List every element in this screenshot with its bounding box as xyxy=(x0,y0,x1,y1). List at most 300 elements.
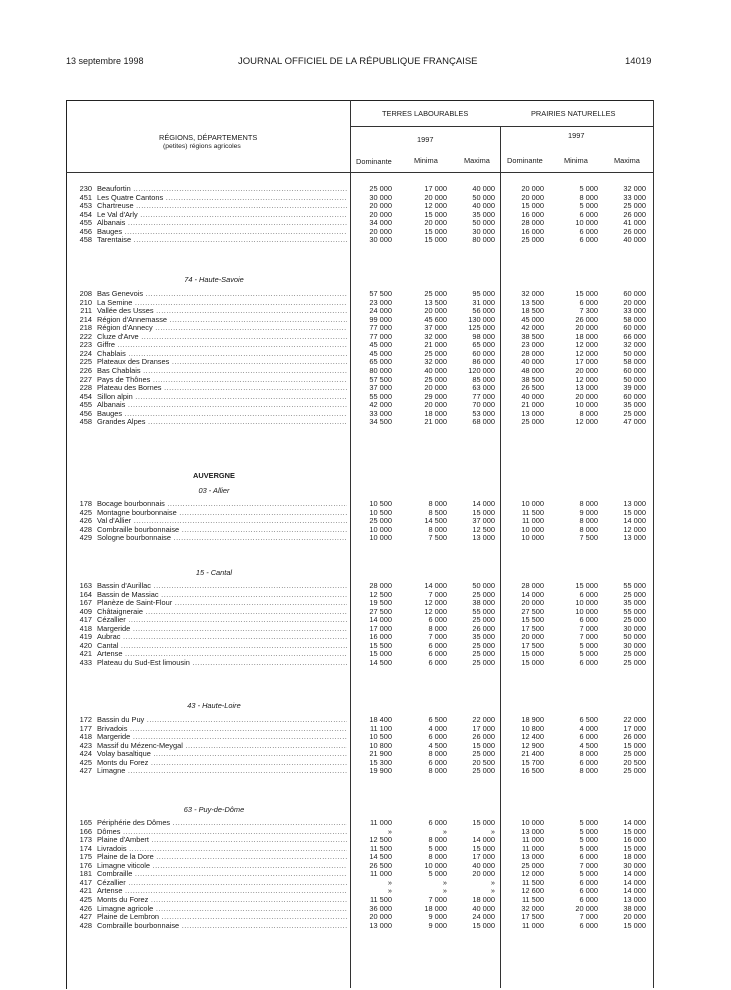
table-cell-value: 37 000 xyxy=(369,383,392,393)
table-cell-value: 25 000 xyxy=(472,640,495,650)
header-rule xyxy=(350,126,653,127)
table-cell-value: 32 000 xyxy=(521,289,544,298)
table-cell-value: 20 500 xyxy=(623,757,646,767)
table-cell-value: 8 000 xyxy=(579,499,598,508)
region-code: 421 xyxy=(79,649,92,659)
table-cell-value: 40 000 xyxy=(623,235,646,245)
table-cell-value: 15 000 xyxy=(623,920,646,930)
table-cell-value: 12 500 xyxy=(472,524,495,534)
region-code: 226 xyxy=(79,365,92,375)
table-cell-value: 10 500 xyxy=(369,732,392,742)
table-cell-value: 23 000 xyxy=(369,297,392,307)
table-cell-value: » xyxy=(387,886,392,896)
table-cell-value: 12 000 xyxy=(575,340,598,350)
table-cell-value: 5 000 xyxy=(579,826,598,836)
region-code: 427 xyxy=(79,912,92,922)
region-code: 426 xyxy=(79,903,92,913)
table-cell-value: 6 000 xyxy=(579,852,598,862)
table-cell-value: 25 000 xyxy=(369,516,392,526)
table-cell-value: 25 000 xyxy=(472,589,495,599)
table-cell-value: 55 000 xyxy=(623,606,646,616)
region-code: 425 xyxy=(79,507,92,517)
region-code: 420 xyxy=(79,640,92,650)
region-name: Chartreuse ..... xyxy=(97,202,347,211)
region-name: Val d'Allier ..... xyxy=(97,517,347,526)
table-cell-value: 20 000 xyxy=(521,192,544,202)
table-cell-value: 14 000 xyxy=(472,835,495,845)
table-cell-value: 42 000 xyxy=(369,400,392,410)
table-cell-value: 10 500 xyxy=(369,507,392,517)
table-cell-value: 20 000 xyxy=(424,383,447,393)
region-code: 454 xyxy=(79,209,92,219)
region-code: 211 xyxy=(80,306,92,316)
table-cell-value: 30 000 xyxy=(623,860,646,870)
table-cell-value: 10 000 xyxy=(521,818,544,827)
region-code: 451 xyxy=(79,192,92,202)
table-cell-value: 12 600 xyxy=(521,886,544,896)
region-code: 458 xyxy=(79,235,92,245)
region-code: 163 xyxy=(79,581,92,590)
col-dominante-terres: Dominante xyxy=(356,157,392,166)
table-cell-value: 60 000 xyxy=(623,323,646,333)
table-cell-value: 15 500 xyxy=(369,640,392,650)
table-cell-value: 55 000 xyxy=(623,581,646,590)
table-cell-value: 35 000 xyxy=(472,632,495,642)
table-cell-value: 8 000 xyxy=(428,499,447,508)
table-cell-value: 28 000 xyxy=(521,218,544,228)
table-cell-value: 12 500 xyxy=(369,589,392,599)
table-cell-value: 17 500 xyxy=(521,912,544,922)
table-cell-value: 21 000 xyxy=(424,340,447,350)
region-name: Châtaigneraie ..... xyxy=(97,608,347,617)
table-cell-value: 5 000 xyxy=(579,640,598,650)
table-cell-value: 7 000 xyxy=(579,912,598,922)
region-name: Montagne bourbonnaise ..... xyxy=(97,509,347,518)
table-cell-value: 80 000 xyxy=(369,365,392,375)
table-cell-value: 21 400 xyxy=(521,749,544,759)
table-cell-value: 25 000 xyxy=(472,657,495,667)
table-cell-value: 30 000 xyxy=(472,226,495,236)
table-cell-value: 9 000 xyxy=(428,912,447,922)
table-cell-value: 16 000 xyxy=(369,632,392,642)
table-cell-value: 77 000 xyxy=(472,391,495,401)
region-name: Pays de Thônes ..... xyxy=(97,376,347,385)
table-cell-value: 15 000 xyxy=(472,507,495,517)
table-cell-value: 6 000 xyxy=(579,920,598,930)
table-cell-value: 26 000 xyxy=(472,623,495,633)
table-cell-value: 45 000 xyxy=(521,314,544,324)
table-cell-value: 18 000 xyxy=(424,408,447,418)
region-name: Albanais ..... xyxy=(97,219,347,228)
region-name: Artense ..... xyxy=(97,650,347,659)
table-cell-value: 10 000 xyxy=(575,400,598,410)
table-cell-value: 12 000 xyxy=(521,869,544,879)
table-cell-value: 15 000 xyxy=(575,581,598,590)
region-name: Massif du Mézenc-Meygal ..... xyxy=(97,742,347,751)
region-code: 453 xyxy=(79,201,92,211)
table-cell-value: 17 000 xyxy=(472,723,495,733)
table-cell-value: » xyxy=(442,826,447,836)
region-name: Bas Genevois ..... xyxy=(97,290,347,299)
table-cell-value: 95 000 xyxy=(472,289,495,298)
table-cell-value: 35 000 xyxy=(472,209,495,219)
table-cell-value: 6 000 xyxy=(579,226,598,236)
table-cell-value: 5 000 xyxy=(428,869,447,879)
col-maxima-prairies: Maxima xyxy=(614,156,640,165)
table-cell-value: 20 000 xyxy=(521,184,544,193)
table-cell-value: 13 000 xyxy=(521,826,544,836)
table-cell-value: 12 000 xyxy=(424,598,447,608)
column-rule xyxy=(653,100,654,988)
table-cell-value: 12 000 xyxy=(424,201,447,211)
table-cell-value: 8 000 xyxy=(579,516,598,526)
table-cell-value: 42 000 xyxy=(521,323,544,333)
col-maxima-terres: Maxima xyxy=(464,156,490,165)
table-cell-value: 6 000 xyxy=(579,877,598,887)
region-name: Dômes ..... xyxy=(97,828,347,837)
table-cell-value: 12 000 xyxy=(623,524,646,534)
table-cell-value: 5 000 xyxy=(579,843,598,853)
table-cell-value: 26 000 xyxy=(575,314,598,324)
region-code: 225 xyxy=(79,357,92,367)
table-cell-value: 120 000 xyxy=(468,365,495,375)
region-code: 456 xyxy=(79,408,92,418)
table-cell-value: 25 000 xyxy=(623,749,646,759)
table-cell-value: 20 000 xyxy=(472,869,495,879)
table-cell-value: 32 000 xyxy=(623,340,646,350)
table-cell-value: 7 000 xyxy=(428,632,447,642)
table-cell-value: 15 700 xyxy=(521,757,544,767)
table-cell-value: 11 100 xyxy=(369,723,392,733)
table-cell-value: 80 000 xyxy=(472,235,495,245)
region-name: Bocage bourbonnais ..... xyxy=(97,500,347,509)
table-cell-value: 25 000 xyxy=(521,417,544,427)
region-name: Albanais ..... xyxy=(97,401,347,410)
region-name: Monts du Forez ..... xyxy=(97,759,347,768)
table-cell-value: 25 000 xyxy=(424,348,447,358)
table-cell-value: 15 300 xyxy=(369,757,392,767)
table-cell-value: 9 000 xyxy=(579,507,598,517)
table-cell-value: 25 000 xyxy=(472,649,495,659)
table-cell-value: 37 000 xyxy=(472,516,495,526)
region-name: Bassin d'Aurillac ..... xyxy=(97,582,347,591)
table-cell-value: 20 000 xyxy=(623,297,646,307)
region-code: 429 xyxy=(79,533,92,543)
region-code: 425 xyxy=(79,757,92,767)
table-cell-value: 18 000 xyxy=(623,852,646,862)
region-code: 454 xyxy=(79,391,92,401)
table-cell-value: 15 000 xyxy=(424,209,447,219)
table-cell-value: 40 000 xyxy=(521,357,544,367)
table-cell-value: 15 000 xyxy=(623,507,646,517)
table-cell-value: 99 000 xyxy=(369,314,392,324)
table-cell-value: 13 000 xyxy=(472,533,495,543)
table-cell-value: 4 000 xyxy=(428,723,447,733)
region-heading: AUVERGNE xyxy=(193,471,235,480)
header-rule xyxy=(66,172,653,173)
table-cell-value: 38 500 xyxy=(521,374,544,384)
table-cell-value: 20 000 xyxy=(369,201,392,211)
region-name: Cézallier ..... xyxy=(97,879,347,888)
table-cell-value: 8 000 xyxy=(428,852,447,862)
table-cell-value: 6 000 xyxy=(428,615,447,625)
table-cell-value: 14 000 xyxy=(623,877,646,887)
table-cell-value: 7 000 xyxy=(428,589,447,599)
table-cell-value: » xyxy=(387,877,392,887)
page-date: 13 septembre 1998 xyxy=(66,56,144,66)
region-code: 418 xyxy=(79,732,92,742)
table-cell-value: 17 500 xyxy=(521,640,544,650)
table-cell-value: 20 000 xyxy=(575,365,598,375)
table-cell-value: 17 000 xyxy=(369,623,392,633)
table-cell-value: 20 000 xyxy=(369,209,392,219)
table-cell-value: 7 000 xyxy=(579,860,598,870)
table-cell-value: 20 000 xyxy=(369,912,392,922)
table-cell-value: 11 500 xyxy=(521,894,544,904)
table-cell-value: 23 000 xyxy=(521,340,544,350)
region-name: Région d'Annecy ..... xyxy=(97,324,347,333)
table-cell-value: 17 000 xyxy=(424,184,447,193)
region-name: Sologne bourbonnaise ..... xyxy=(97,534,347,543)
table-cell-value: 25 000 xyxy=(424,374,447,384)
region-name: Plaine d'Ambert ..... xyxy=(97,836,347,845)
table-cell-value: 60 000 xyxy=(623,391,646,401)
table-cell-value: 25 000 xyxy=(472,749,495,759)
table-cell-value: 30 000 xyxy=(369,192,392,202)
table-cell-value: 14 000 xyxy=(623,818,646,827)
table-cell-value: 50 000 xyxy=(472,192,495,202)
table-cell-value: » xyxy=(490,826,495,836)
table-cell-value: 6 000 xyxy=(428,657,447,667)
region-code: 218 xyxy=(79,323,92,333)
table-cell-value: 32 000 xyxy=(424,331,447,341)
region-name: Limagne agricole ..... xyxy=(97,905,347,914)
table-cell-value: 8 000 xyxy=(579,766,598,776)
table-cell-value: 7 500 xyxy=(579,533,598,543)
table-cell-value: 11 000 xyxy=(521,835,544,845)
table-cell-value: 13 500 xyxy=(521,297,544,307)
region-name: Cézallier ..... xyxy=(97,616,347,625)
table-cell-value: 18 400 xyxy=(369,715,392,724)
table-cell-value: 21 900 xyxy=(369,749,392,759)
table-cell-value: 29 000 xyxy=(424,391,447,401)
region-code: 417 xyxy=(79,615,92,625)
table-cell-value: 9 000 xyxy=(428,920,447,930)
table-cell-value: 10 000 xyxy=(369,524,392,534)
region-code: 224 xyxy=(79,348,92,358)
table-cell-value: 15 000 xyxy=(623,826,646,836)
region-code: 423 xyxy=(79,740,92,750)
table-cell-value: 8 500 xyxy=(428,507,447,517)
table-cell-value: 14 500 xyxy=(424,516,447,526)
table-cell-value: 50 000 xyxy=(472,581,495,590)
region-code: 175 xyxy=(79,852,92,862)
table-cell-value: 130 000 xyxy=(468,314,495,324)
region-name: Combraille bourbonnaise ..... xyxy=(97,526,347,535)
table-cell-value: 10 000 xyxy=(424,860,447,870)
table-cell-value: 5 000 xyxy=(579,184,598,193)
table-cell-value: 10 000 xyxy=(575,218,598,228)
table-cell-value: 6 000 xyxy=(428,640,447,650)
table-cell-value: 20 000 xyxy=(521,632,544,642)
table-cell-value: 7 000 xyxy=(428,894,447,904)
table-cell-value: 5 000 xyxy=(579,835,598,845)
table-cell-value: 15 000 xyxy=(521,657,544,667)
region-name: Margeride ..... xyxy=(97,625,347,634)
table-cell-value: 15 000 xyxy=(623,843,646,853)
table-cell-value: 5 000 xyxy=(579,201,598,211)
table-cell-value: 10 000 xyxy=(575,606,598,616)
region-name: Planèze de Saint-Flour ..... xyxy=(97,599,347,608)
table-cell-value: 26 500 xyxy=(521,383,544,393)
table-cell-value: 16 500 xyxy=(521,766,544,776)
region-name: Plaine de la Dore ..... xyxy=(97,853,347,862)
table-cell-value: 18 000 xyxy=(472,894,495,904)
table-cell-value: 10 000 xyxy=(575,598,598,608)
table-cell-value: 20 000 xyxy=(369,226,392,236)
region-code: 164 xyxy=(79,589,92,599)
region-name: Cantal ..... xyxy=(97,642,347,651)
table-cell-value: 25 000 xyxy=(521,235,544,245)
region-code: 214 xyxy=(79,314,92,324)
table-cell-value: 27 500 xyxy=(369,606,392,616)
table-cell-value: 56 000 xyxy=(472,306,495,316)
table-cell-value: 28 000 xyxy=(521,348,544,358)
table-cell-value: 6 500 xyxy=(428,715,447,724)
table-cell-value: 38 500 xyxy=(521,331,544,341)
region-name: Brivadois ..... xyxy=(97,725,347,734)
table-cell-value: 6 000 xyxy=(579,297,598,307)
table-cell-value: 25 000 xyxy=(623,649,646,659)
table-cell-value: 6 000 xyxy=(428,732,447,742)
region-name: Les Quatre Cantons ..... xyxy=(97,194,347,203)
region-code: 167 xyxy=(79,598,92,608)
table-cell-value: 14 000 xyxy=(369,615,392,625)
table-cell-value: 14 000 xyxy=(623,869,646,879)
region-name: Plateau du Sud-Est limousin ..... xyxy=(97,659,347,668)
table-cell-value: 15 000 xyxy=(369,649,392,659)
table-cell-value: 58 000 xyxy=(623,314,646,324)
journal-title: JOURNAL OFFICIEL DE LA RÉPUBLIQUE FRANÇAISE xyxy=(238,56,478,67)
table-cell-value: 11 000 xyxy=(521,920,544,930)
region-name: Bassin du Puy ..... xyxy=(97,716,347,725)
table-cell-value: 15 000 xyxy=(424,226,447,236)
table-cell-value: 25 000 xyxy=(424,289,447,298)
table-cell-value: 8 000 xyxy=(579,749,598,759)
region-code: 421 xyxy=(79,886,92,896)
region-code: 433 xyxy=(79,657,92,667)
table-cell-value: 15 000 xyxy=(472,740,495,750)
table-cell-value: 18 900 xyxy=(521,715,544,724)
table-cell-value: 6 000 xyxy=(579,732,598,742)
table-cell-value: 5 000 xyxy=(579,649,598,659)
region-code: 426 xyxy=(79,516,92,526)
region-name: Aubrac ..... xyxy=(97,633,347,642)
region-name: Vallée des Usses ..... xyxy=(97,307,347,316)
table-cell-value: 6 000 xyxy=(579,657,598,667)
table-cell-value: 40 000 xyxy=(521,391,544,401)
table-cell-value: 7 300 xyxy=(579,306,598,316)
department-heading: 15 - Cantal xyxy=(195,568,233,577)
department-heading: 03 - Allier xyxy=(198,486,230,495)
table-cell-value: 17 500 xyxy=(521,623,544,633)
table-cell-value: 16 000 xyxy=(521,209,544,219)
table-cell-value: 50 000 xyxy=(623,632,646,642)
region-code: 230 xyxy=(79,184,92,193)
table-cell-value: 32 000 xyxy=(623,184,646,193)
table-cell-value: 15 000 xyxy=(472,843,495,853)
table-cell-value: 13 000 xyxy=(521,408,544,418)
region-name: Giffre ..... xyxy=(97,341,347,350)
table-cell-value: 26 000 xyxy=(623,226,646,236)
table-cell-value: 14 500 xyxy=(369,852,392,862)
table-cell-value: 50 000 xyxy=(623,374,646,384)
region-code: 181 xyxy=(79,869,92,879)
table-cell-value: 12 000 xyxy=(424,606,447,616)
table-cell-value: 28 000 xyxy=(521,581,544,590)
table-cell-value: 11 000 xyxy=(369,869,392,879)
table-cell-value: 6 000 xyxy=(579,894,598,904)
table-cell-value: 10 000 xyxy=(521,524,544,534)
table-cell-value: 6 000 xyxy=(428,757,447,767)
table-cell-value: 6 000 xyxy=(428,818,447,827)
region-name: Chablais ..... xyxy=(97,350,347,359)
table-cell-value: 68 000 xyxy=(472,417,495,427)
table-cell-value: 8 000 xyxy=(428,766,447,776)
table-cell-value: 11 000 xyxy=(521,843,544,853)
table-cell-value: 12 400 xyxy=(521,732,544,742)
region-name: Volay basaltique ..... xyxy=(97,750,347,759)
col-minima-terres: Minima xyxy=(414,156,438,165)
table-cell-value: 10 000 xyxy=(521,533,544,543)
table-cell-value: 58 000 xyxy=(623,357,646,367)
table-cell-value: 39 000 xyxy=(623,383,646,393)
table-cell-value: 11 500 xyxy=(521,507,544,517)
region-name: Plaine de Lembron ..... xyxy=(97,913,347,922)
table-cell-value: 45 000 xyxy=(369,348,392,358)
table-cell-value: 25 000 xyxy=(623,766,646,776)
table-cell-value: 25 000 xyxy=(623,408,646,418)
table-cell-value: 30 000 xyxy=(623,640,646,650)
region-code: 210 xyxy=(79,297,92,307)
region-code: 455 xyxy=(79,218,92,228)
table-cell-value: 11 500 xyxy=(521,877,544,887)
table-cell-value: 15 000 xyxy=(521,201,544,211)
table-cell-value: 37 000 xyxy=(424,323,447,333)
table-cell-value: 6 000 xyxy=(579,615,598,625)
table-cell-value: 12 000 xyxy=(575,417,598,427)
table-cell-value: 27 500 xyxy=(521,606,544,616)
region-code: 223 xyxy=(79,340,92,350)
table-cell-value: 33 000 xyxy=(623,192,646,202)
table-cell-value: 26 000 xyxy=(623,732,646,742)
region-code: 177 xyxy=(79,723,92,733)
table-cell-value: 10 500 xyxy=(369,499,392,508)
table-cell-value: 60 000 xyxy=(472,348,495,358)
region-code: 178 xyxy=(79,499,92,508)
table-cell-value: 32 000 xyxy=(521,903,544,913)
table-cell-value: 24 000 xyxy=(472,912,495,922)
table-cell-value: 13 000 xyxy=(623,533,646,543)
table-cell-value: 13 000 xyxy=(623,499,646,508)
table-cell-value: 16 000 xyxy=(521,226,544,236)
table-cell-value: 28 000 xyxy=(369,581,392,590)
region-name: Monts du Forez ..... xyxy=(97,896,347,905)
region-name: La Semine ..... xyxy=(97,299,347,308)
table-cell-value: 47 000 xyxy=(623,417,646,427)
region-code: 456 xyxy=(79,226,92,236)
table-cell-value: 17 000 xyxy=(575,357,598,367)
